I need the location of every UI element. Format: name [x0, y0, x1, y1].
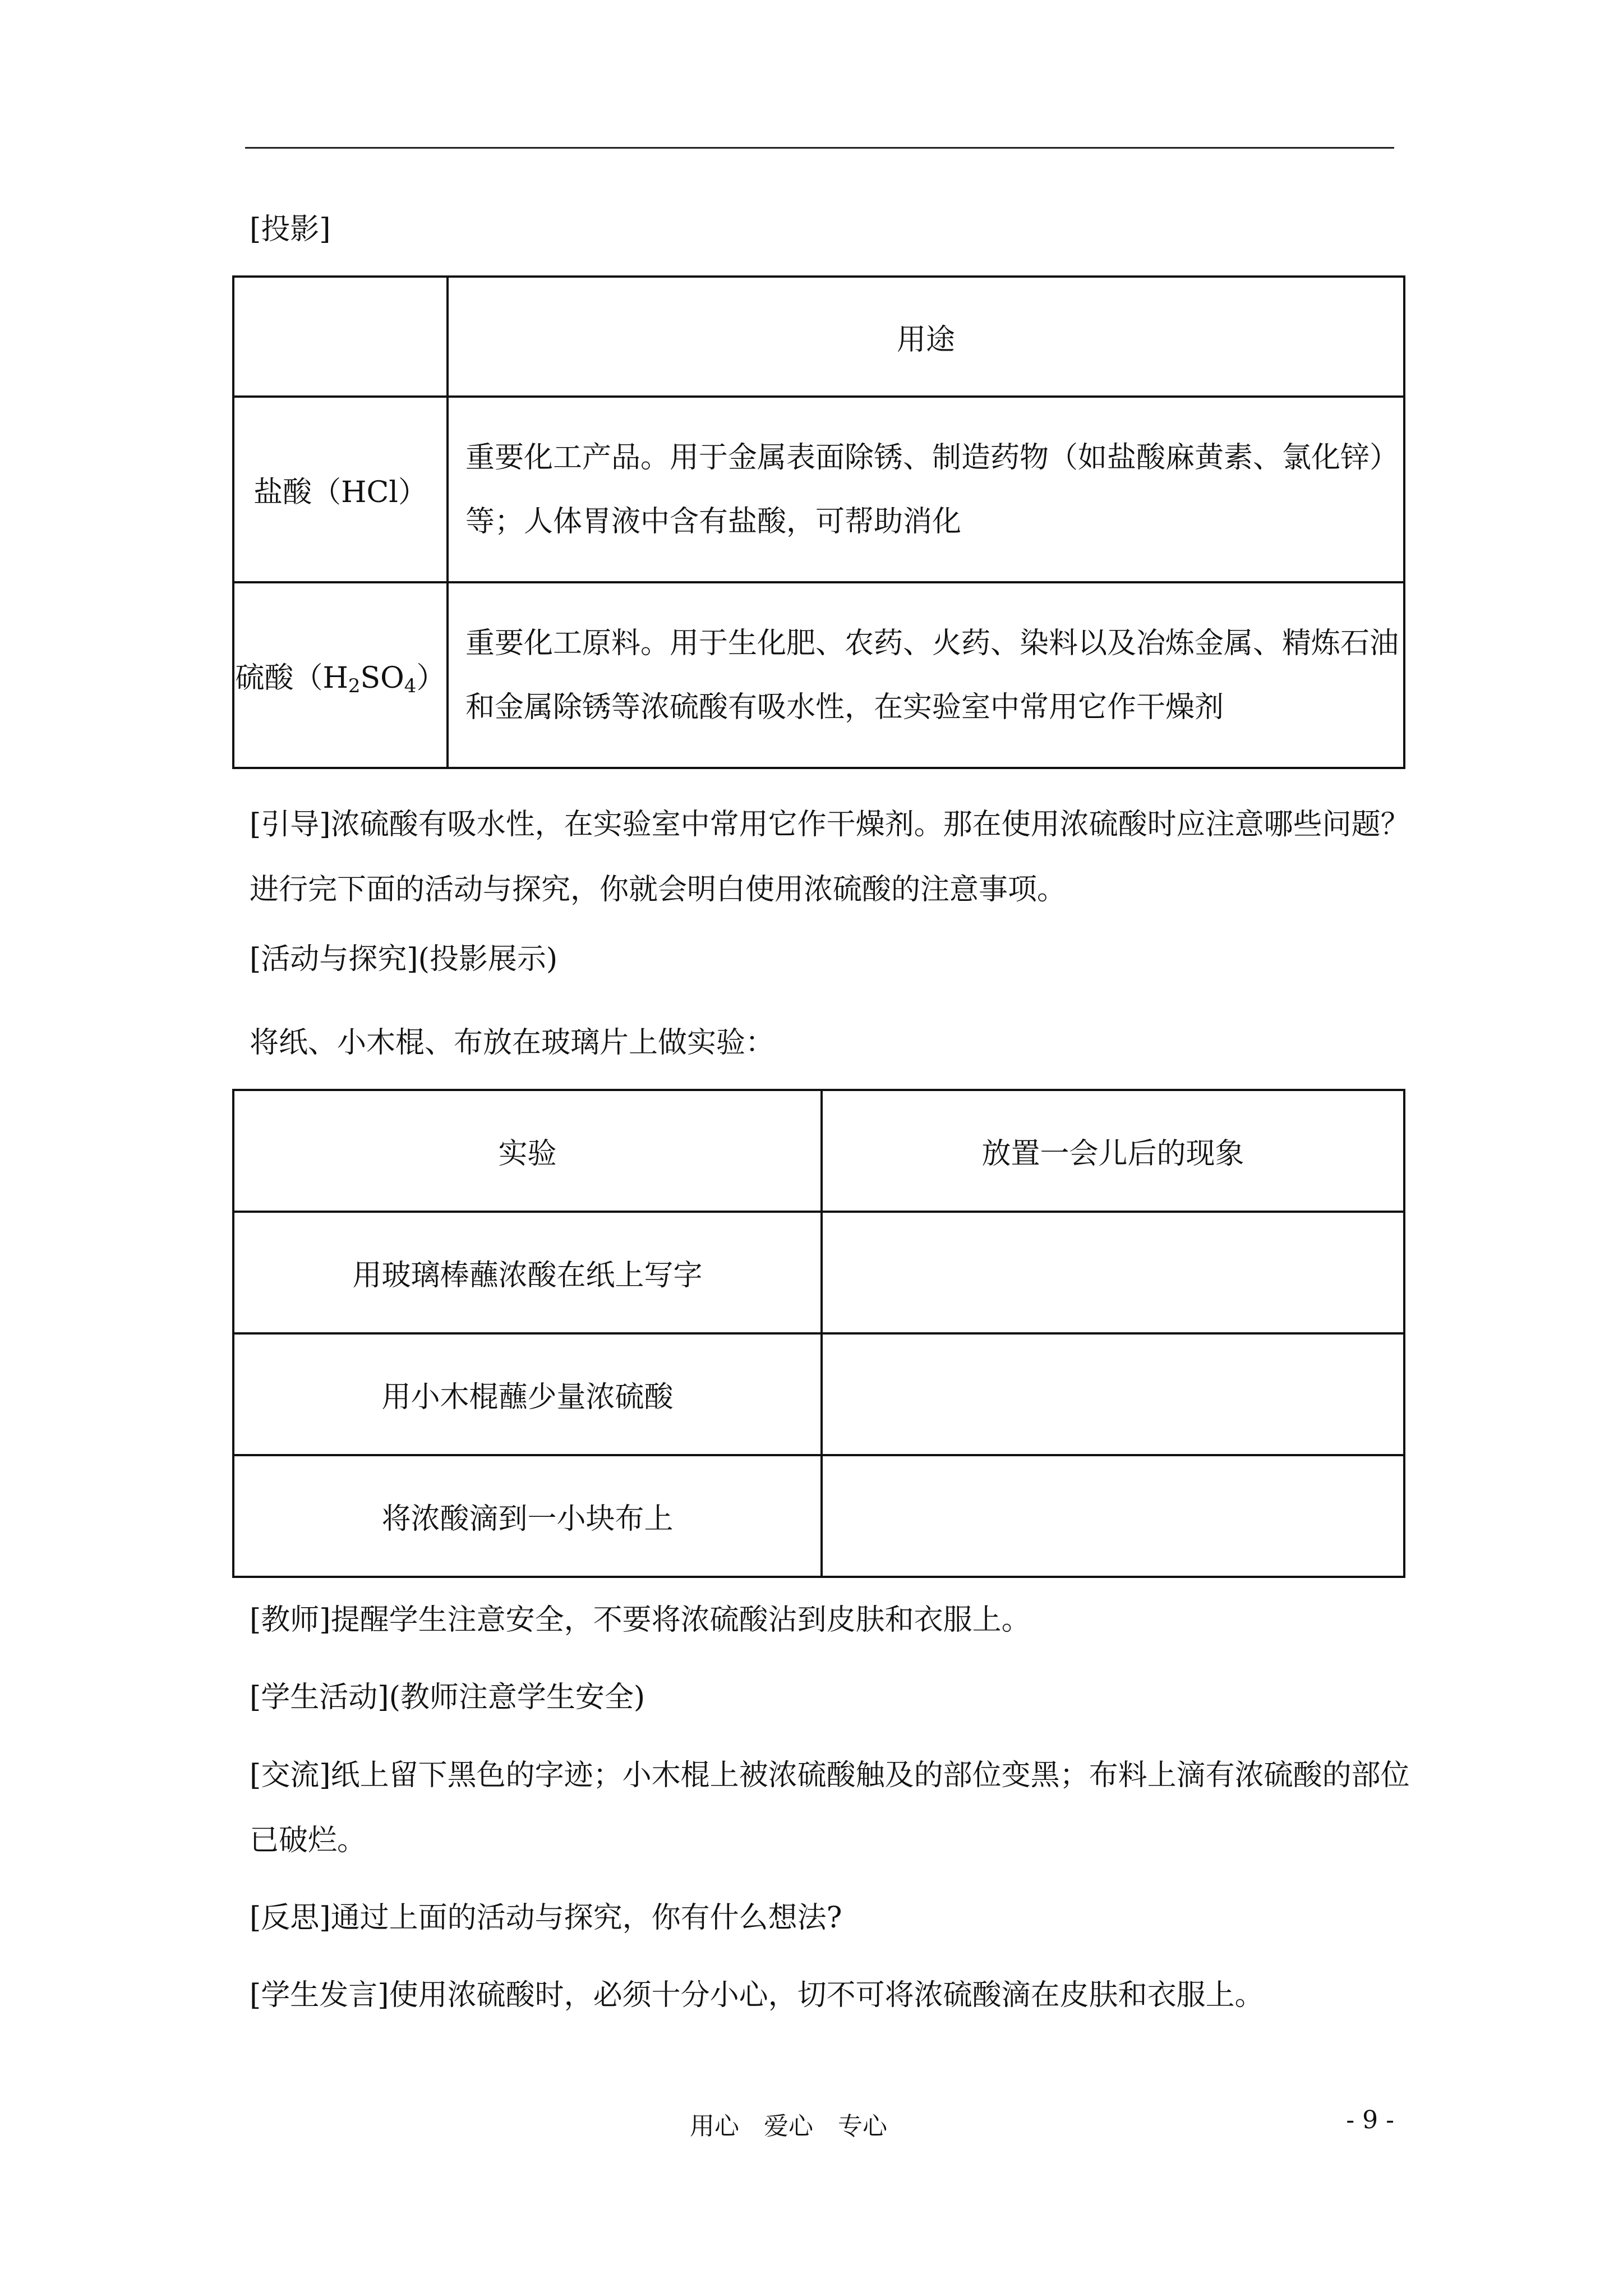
table-row — [233, 397, 1404, 582]
formula-subscript: 4 — [404, 675, 417, 697]
uses-table-header: 用途 — [448, 277, 1404, 397]
exchange-line-1: [交流]纸上留下黑色的字迹；小木棍上被浓硫酸触及的部位变黑；布料上滴有浓硫酸的部位 — [250, 1759, 1410, 1792]
table-row — [233, 1212, 1404, 1333]
table-row — [233, 1333, 1404, 1455]
acid-use-line: 和金属除锈等浓硫酸有吸水性，在实验室中常用它作干燥剂 — [465, 690, 1224, 724]
acid-use-line: 重要化工产品。用于金属表面除锈、制造药物（如盐酸麻黄素、氯化锌） — [465, 440, 1399, 475]
formula-subscript: 2 — [348, 675, 361, 697]
acid-name-hcl: 盐酸（HCl） — [233, 397, 448, 582]
reflection: [反思]通过上面的活动与探究，你有什么想法? — [250, 1901, 842, 1935]
phenomenon-cell — [822, 1212, 1404, 1333]
phenomenon-cell — [822, 1333, 1404, 1455]
section-label: [投影] — [250, 213, 331, 246]
uses-table-corner-cell — [233, 277, 448, 397]
activity-label: [活动与探究](投影展示) — [250, 942, 558, 976]
experiment-table — [232, 1089, 1405, 1578]
acid-use-line: 重要化工原料。用于生化肥、农药、火药、染料以及冶炼金属、精炼石油 — [465, 626, 1399, 660]
acid-use-h2so4 — [448, 582, 1404, 768]
footer-motto: 用心 爱心 专心 — [690, 2112, 887, 2141]
exchange-line-2: 已破烂。 — [250, 1824, 367, 1857]
formula-part: ） — [416, 661, 446, 695]
student-activity: [学生活动](教师注意学生安全) — [250, 1681, 645, 1714]
uses-table — [232, 275, 1405, 769]
experiment-column-header: 实验 — [233, 1090, 822, 1212]
activity-intro: 将纸、小木棍、布放在玻璃片上做实验： — [250, 1026, 775, 1060]
phenomenon-cell — [822, 1455, 1404, 1577]
guide-line-2: 进行完下面的活动与探究，你就会明白使用浓硫酸的注意事项。 — [250, 873, 1067, 907]
experiment-table-header-row — [233, 1090, 1404, 1212]
table-row — [233, 1455, 1404, 1577]
acid-use-line: 等；人体胃液中含有盐酸，可帮助消化 — [465, 504, 962, 539]
phenomenon-column-header: 放置一会儿后的现象 — [822, 1090, 1404, 1212]
page-number: - 9 - — [1346, 2106, 1394, 2134]
table-row — [233, 582, 1404, 768]
experiment-cell: 将浓酸滴到一小块布上 — [233, 1455, 822, 1577]
experiment-cell: 用小木棍蘸少量浓硫酸 — [233, 1333, 822, 1455]
acid-use-hcl — [448, 397, 1404, 582]
formula-part: SO — [360, 661, 404, 695]
formula-part: 硫酸（H — [235, 661, 348, 695]
guide-line-1: [引导]浓硫酸有吸水性，在实验室中常用它作干燥剂。那在使用浓硫酸时应注意哪些问题？ — [250, 808, 1410, 841]
header-rule — [245, 147, 1394, 149]
experiment-cell: 用玻璃棒蘸浓酸在纸上写字 — [233, 1212, 822, 1333]
student-speech: [学生发言]使用浓硫酸时，必须十分小心，切不可将浓硫酸滴在皮肤和衣服上。 — [250, 1978, 1264, 2012]
teacher-note: [教师]提醒学生注意安全，不要将浓硫酸沾到皮肤和衣服上。 — [250, 1603, 1031, 1637]
uses-table-header-row — [233, 277, 1404, 397]
acid-name-h2so4 — [233, 582, 448, 768]
